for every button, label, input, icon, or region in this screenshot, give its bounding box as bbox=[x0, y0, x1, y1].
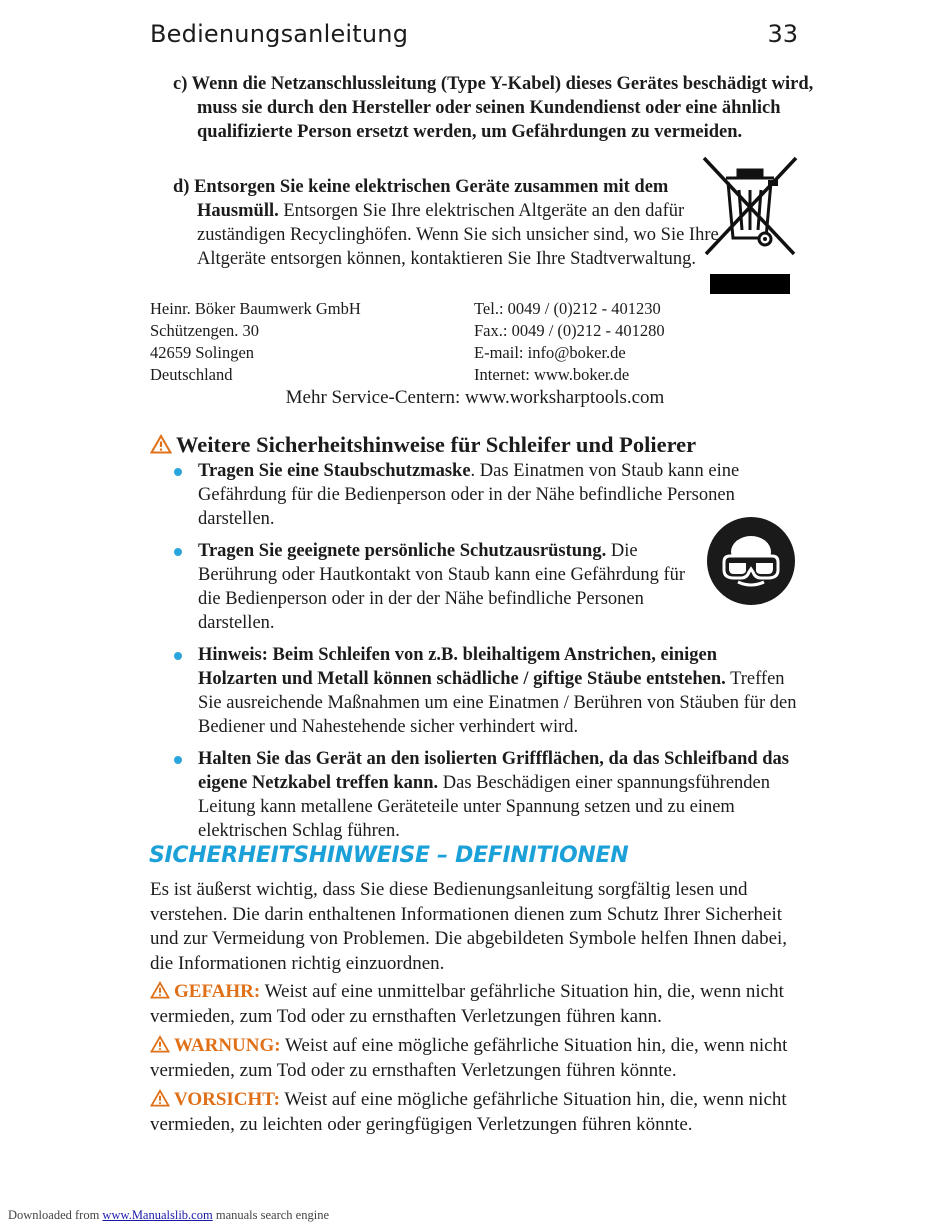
warning-triangle-icon bbox=[150, 1089, 170, 1107]
bullet-text: . Das Einatmen von Staub kann eine Gefährdung für die Bedienperson oder in der Nähe befindliche Personen darstellen. bbox=[198, 461, 740, 529]
contact-company: Heinr. Böker Baumwerk GmbH bbox=[150, 299, 361, 318]
warning-text: Weist auf eine mögliche gefährliche Situation hin, die, wenn nicht vermieden, zum Tod oder zu ernsthaften Verletzungen führen könnte. bbox=[150, 1035, 788, 1081]
warning-label-text: WARNUNG: bbox=[174, 1035, 281, 1056]
contact-address bbox=[150, 298, 361, 386]
weee-crossed-bin-icon bbox=[702, 156, 798, 296]
warning-triangle-icon bbox=[150, 434, 172, 454]
download-footer bbox=[8, 1208, 329, 1223]
bullet-dot bbox=[174, 548, 182, 556]
item-d-bold: d) Entsorgen Sie keine elektrischen Geräte zusammen mit dem Hausmüll. bbox=[173, 177, 669, 221]
contact-country: Deutschland bbox=[150, 365, 233, 384]
definitions-heading: SICHERHEITSHINWEISE – DEFINITIONEN bbox=[149, 843, 629, 868]
footer-prefix: Downloaded from bbox=[8, 1208, 103, 1222]
caution-label bbox=[150, 1089, 280, 1110]
definitions-intro: Es ist äußerst wichtig, dass Sie diese Bedienungsanleitung sorgfältig lesen und verstehen. Die darin enthaltenen Informationen dienen zum Schutz Ihrer Sicherheit und zur Vermeidung von Problemen. Die abgebildeten Symbole helfen Ihnen dabei, die Informationen richtig einzuordnen. bbox=[150, 879, 788, 974]
contact-street: Schützengen. 30 bbox=[150, 321, 260, 340]
warning-triangle-icon bbox=[150, 1035, 170, 1053]
bullet-text: Die Berührung oder Hautkontakt von Staub kann eine Gefährdung für die Bedienperson oder in der der Nähe befindliche Personen darstellen. bbox=[198, 541, 686, 633]
danger-label bbox=[150, 981, 260, 1002]
service-center-line: Mehr Service-Centern: www.worksharptools.com bbox=[285, 387, 665, 408]
safety-section-title: Weitere Sicherheitshinweise für Schleifer und Polierer bbox=[176, 432, 697, 457]
item-d-text: Entsorgen Sie Ihre elektrischen Altgeräte an den dafür zuständigen Recyclinghöfen. Wenn Sie sich unsicher sind, wo Sie Ihre Altgeräte entsorgen können, kontaktieren Sie Ihre Stadtverwaltung. bbox=[197, 201, 719, 269]
list-item bbox=[172, 539, 797, 635]
bullet-bold: Tragen Sie eine Staubschutzmaske bbox=[198, 461, 471, 481]
item-c-text: c) Wenn die Netzanschlussleitung (Type Y-Kabel) dieses Gerätes beschädigt wird, muss sie durch den Hersteller oder seinen Kundendienst oder eine ähnlich qualifizierte Person ersetzt werden, um Gefährdungen zu vermeiden. bbox=[173, 74, 814, 142]
page-number: 33 bbox=[767, 20, 798, 48]
bullet-text: Treffen Sie ausreichende Maßnahmen um eine Einatmen / Berühren von Stäuben für den Bediener und Nahestehende sicher verhindert wird. bbox=[198, 669, 797, 737]
page-header-title: Bedienungsanleitung bbox=[150, 20, 409, 48]
caution-definition bbox=[150, 1088, 810, 1137]
danger-label-text: GEFAHR: bbox=[174, 981, 261, 1002]
contact-city: 42659 Solingen bbox=[150, 343, 255, 362]
bullet-bold: Tragen Sie geeignete persönliche Schutzausrüstung. bbox=[198, 541, 607, 561]
caution-text: Weist auf eine mögliche gefährliche Situation hin, die, wenn nicht vermieden, zu leichten oder geringfügigen Verletzungen führen könnte. bbox=[150, 1089, 787, 1135]
danger-definition bbox=[150, 980, 810, 1029]
contact-website: Internet: www.boker.de bbox=[474, 365, 630, 384]
safety-section-heading bbox=[150, 432, 696, 458]
safety-goggles-icon bbox=[706, 516, 796, 606]
bullet-dot bbox=[174, 652, 182, 660]
warning-triangle-icon bbox=[150, 981, 170, 999]
bullet-bold: Hinweis: Beim Schleifen von z.B. bleihaltigem Anstrichen, einigen Holzarten und Metall können schädliche / giftige Stäube entstehen. bbox=[198, 645, 726, 689]
bullet-text: Das Beschädigen einer spannungsführenden Leitung kann metallene Geräteteile unter Spannung setzen und zu einem elektrischen Schlag führen. bbox=[198, 773, 770, 841]
contact-email: E-mail: info@boker.de bbox=[474, 343, 626, 362]
bullet-dot bbox=[174, 756, 182, 764]
footer-suffix: manuals search engine bbox=[212, 1208, 329, 1222]
contact-fax: Fax.: 0049 / (0)212 - 401280 bbox=[474, 321, 665, 340]
contact-details bbox=[474, 298, 665, 386]
caution-label-text: VORSICHT: bbox=[174, 1089, 280, 1110]
manualslib-link[interactable]: www.Manualslib.com bbox=[102, 1208, 213, 1222]
warning-definition bbox=[150, 1034, 810, 1083]
item-d bbox=[173, 175, 727, 271]
list-item bbox=[172, 643, 797, 739]
bullet-bold: Halten Sie das Gerät an den isolierten Griffflächen, da das Schleifband das eigene Netzkabel treffen kann. bbox=[198, 749, 790, 793]
list-item bbox=[172, 747, 797, 843]
contact-phone: Tel.: 0049 / (0)212 - 401230 bbox=[474, 299, 661, 318]
safety-bullet-list bbox=[172, 459, 797, 851]
item-c bbox=[173, 72, 817, 144]
list-item bbox=[172, 459, 797, 531]
warning-label bbox=[150, 1035, 281, 1056]
danger-text: Weist auf eine unmittelbar gefährliche Situation hin, die, wenn nicht vermieden, zum Tod oder zu ernsthaften Verletzungen führen kann. bbox=[150, 981, 784, 1027]
bullet-dot bbox=[174, 468, 182, 476]
